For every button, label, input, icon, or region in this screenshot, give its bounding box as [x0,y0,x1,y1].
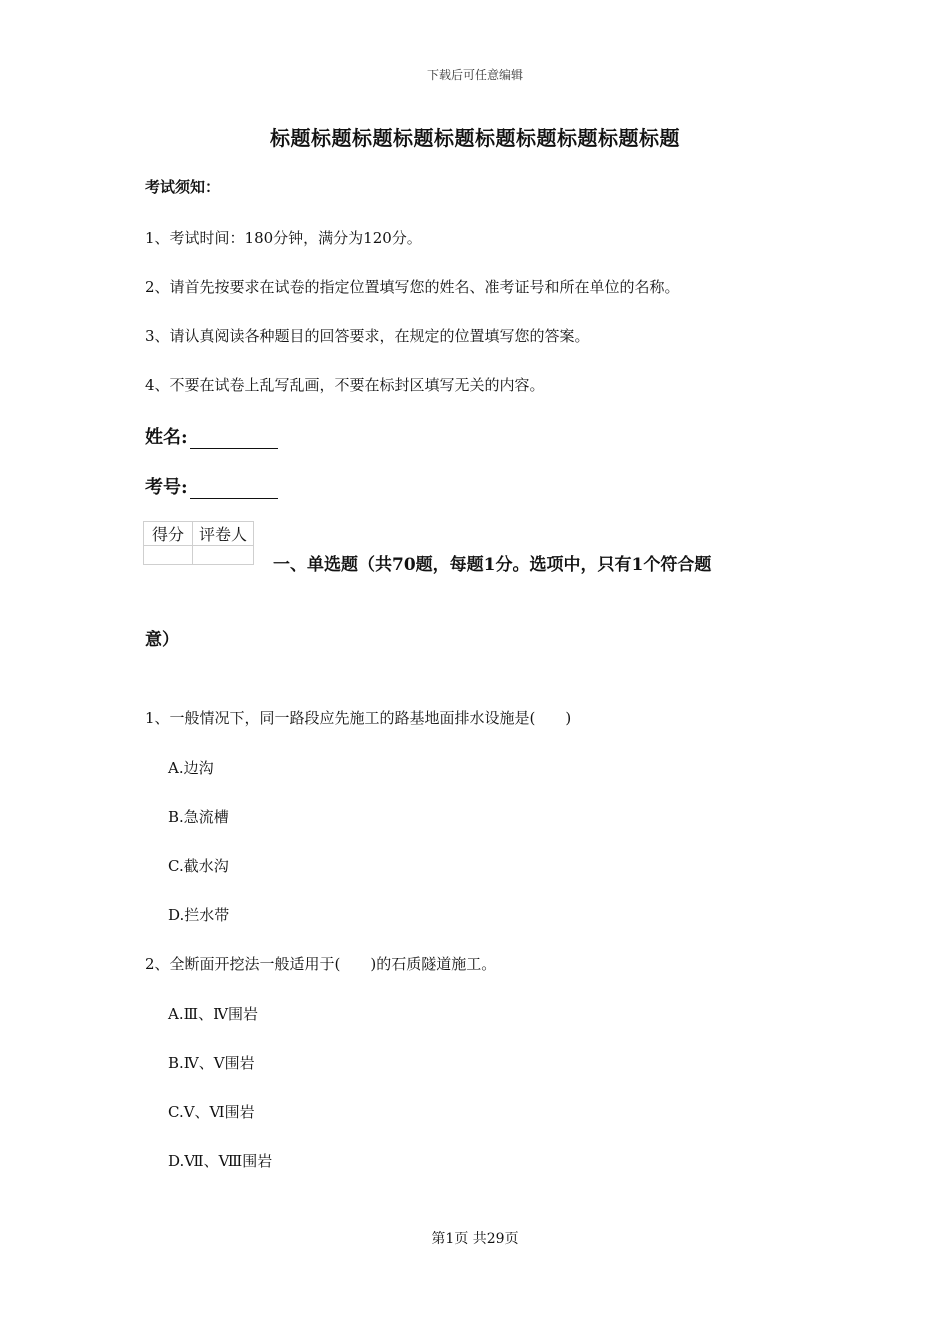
option-d: D.Ⅶ、Ⅷ围岩 [168,1152,273,1170]
question-text: 2、全断面开挖法一般适用于( )的石质隧道施工。 [145,955,497,973]
name-field [145,423,278,449]
page-footer: 第1页 共29页 [431,1231,519,1247]
option-a: A.边沟 [168,759,214,777]
exam-number-field [145,473,278,499]
document-title: 标题标题标题标题标题标题标题标题标题标题 [270,126,680,150]
notice-item: 3、请认真阅读各种题目的回答要求，在规定的位置填写您的答案。 [145,327,590,345]
section-title-continued: 意） [145,630,179,650]
notice-item: 4、不要在试卷上乱写乱画，不要在标封区填写无关的内容。 [145,376,545,394]
option-a: A.Ⅲ、Ⅳ围岩 [168,1005,259,1023]
notice-heading: 考试须知： [145,178,221,196]
exam-number-label: 考号: [145,477,188,498]
score-cell[interactable] [144,546,193,565]
option-b: B.急流槽 [168,808,229,826]
notice-item: 2、请首先按要求在试卷的指定位置填写您的姓名、准考证号和所在单位的名称。 [145,278,680,296]
name-blank-line[interactable] [190,430,278,449]
grader-header: 评卷人 [193,522,254,546]
grader-cell[interactable] [193,546,254,565]
score-header: 得分 [144,522,193,546]
option-b: B.Ⅳ、Ⅴ围岩 [168,1054,255,1072]
option-d: D.拦水带 [168,906,230,924]
option-c: C.截水沟 [168,857,229,875]
header-note: 下载后可任意编辑 [426,68,523,82]
score-table [143,521,254,565]
name-label: 姓名: [145,427,188,448]
question-text: 1、一般情况下，同一路段应先施工的路基地面排水设施是( ) [145,709,572,727]
notice-item: 1、考试时间：180分钟，满分为120分。 [145,229,422,247]
section-title: 一、单选题（共70题，每题1分。选项中，只有1个符合题 [273,555,712,575]
option-c: C.Ⅴ、Ⅵ围岩 [168,1103,255,1121]
exam-number-blank-line[interactable] [190,480,278,499]
